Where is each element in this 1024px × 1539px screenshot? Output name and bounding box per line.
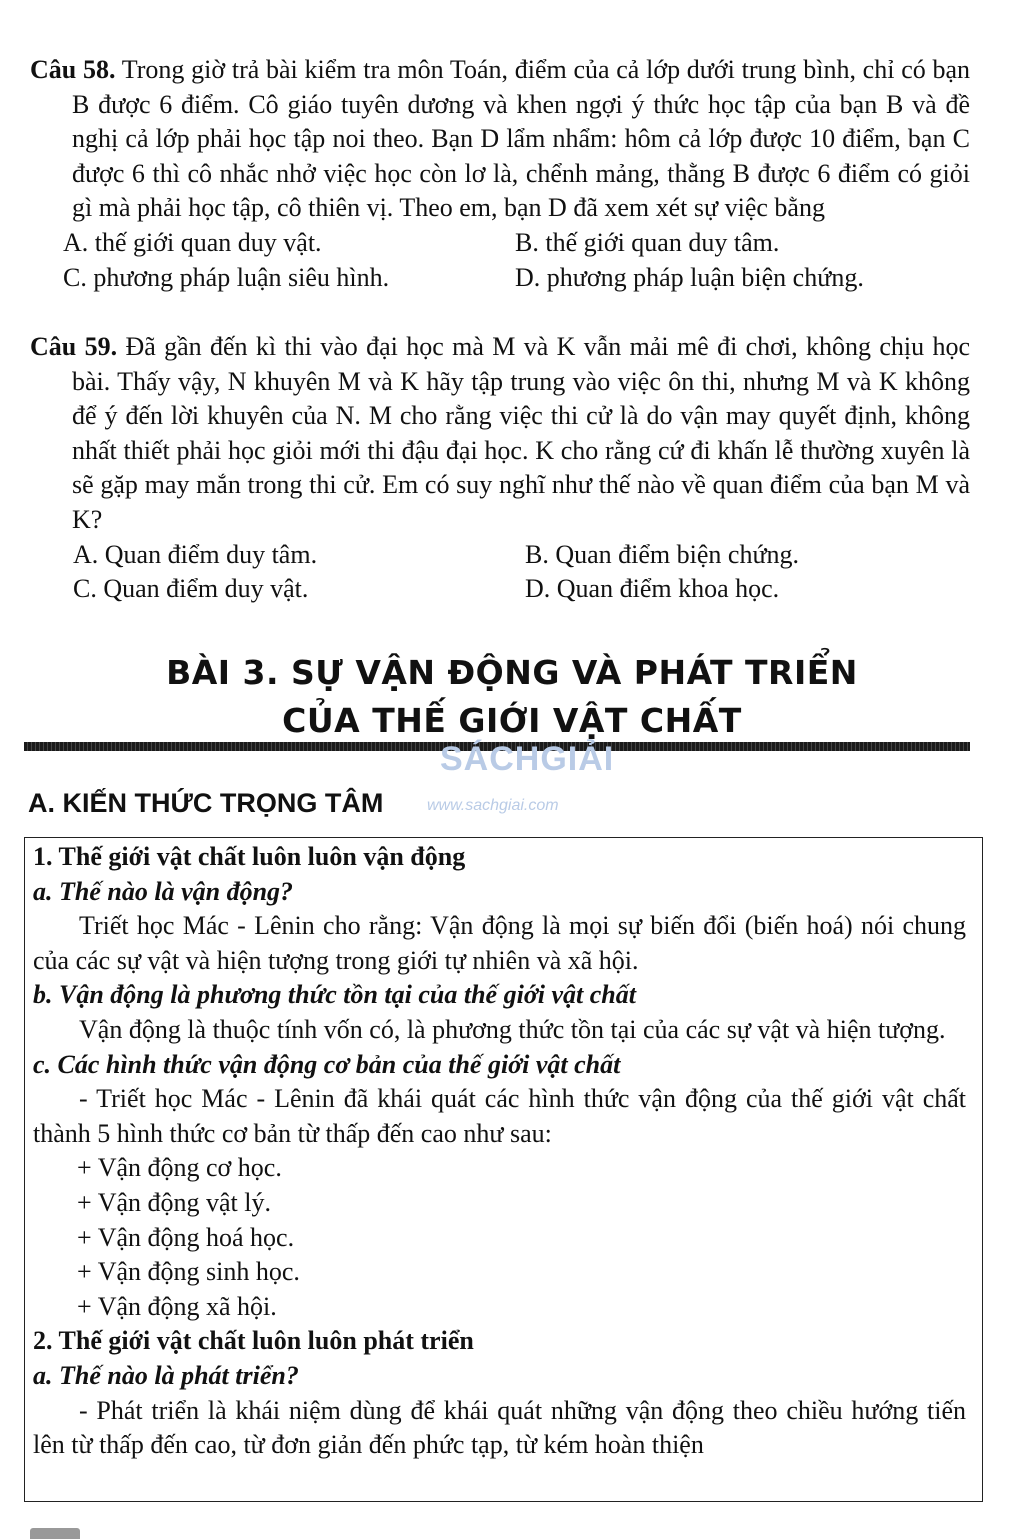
question-stem: Trong giờ trả bài kiểm tra môn Toán, điểm của cả lớp dưới trung bình, chỉ có bạn B được 6 điểm. Cô giáo tuyên dương và khen ngợi ý thức học tập của bạn B và đề nghị cả lớp phải học tập noi theo. Bạn D lẩm nhẩm: hôm cả lớp được 10 điểm, bạn C được 6 thì cô nhắc nhở việc học còn lơ là, chểnh mảng, thằng B được 6 điểm có giỏi gì mà phải học tập, cô thiên vị. Theo em, bạn D đã xem xét sự việc bằng	[72, 55, 971, 223]
list-item: + Vận động sinh học.	[77, 1257, 300, 1287]
heading-2: 2. Thế giới vật chất luôn luôn phát triển	[33, 1326, 474, 1356]
option-a: A. Quan điểm duy tâm.	[73, 539, 318, 569]
lesson-title-line-1: BÀI 3. SỰ VẬN ĐỘNG VÀ PHÁT TRIỂN	[166, 653, 858, 692]
question-58	[30, 53, 970, 295]
paragraph: Triết học Mác - Lênin cho rằng: Vận động là mọi sự biến đổi (biến hoá) nói chung của các sự vật và hiện tượng trong giới tự nhiên và xã hội.	[33, 911, 966, 975]
list-item: + Vận động cơ học.	[77, 1153, 282, 1183]
knowledge-box	[24, 837, 983, 1502]
option-c: C. phương pháp luận siêu hình.	[63, 262, 390, 292]
subheading-1a: a. Thế nào là vận động?	[33, 876, 294, 906]
subheading-1c: c. Các hình thức vận động cơ bản của thế giới vật chất	[33, 1049, 621, 1079]
question-59	[30, 330, 970, 607]
watermark-logo: SÁCHGIẢI	[440, 740, 615, 778]
watermark-url: www.sachgiai.com	[427, 797, 559, 814]
question-stem: Đã gần đến kì thi vào đại học mà M và K vẫn mải mê đi chơi, không chịu học bài. Thấy vậy, N khuyên M và K hãy tập trung vào việc ôn thi, nhưng M và K không để ý đến lời khuyên của N. M cho rằng việc thi cử là do vận may quyết định, không nhất thiết phải học giỏi mới thi đậu đại học. K cho rằng cứ đi khấn lễ thường xuyên là sẽ gặp may mắn trong thi cử. Em có suy nghĩ như thế nào về quan điểm của bạn M và K?	[72, 332, 970, 534]
paragraph: - Triết học Mác - Lênin đã khái quát các hình thức vận động của thế giới vật chất thành 5 hình thức cơ bản từ thấp đến cao như sau:	[33, 1084, 966, 1148]
answer-options	[73, 538, 970, 607]
subheading-2a: a. Thế nào là phát triển?	[33, 1360, 299, 1390]
list-item: + Vận động xã hội.	[77, 1291, 277, 1321]
list-item: + Vận động vật lý.	[77, 1187, 271, 1217]
lesson-title-line-2: CỦA THẾ GIỚI VẬT CHẤT	[282, 701, 742, 740]
option-d: D. Quan điểm khoa học.	[525, 574, 780, 604]
paragraph: Vận động là thuộc tính vốn có, là phương thức tồn tại của các sự vật và hiện tượng.	[79, 1014, 946, 1044]
question-number: Câu 59.	[30, 332, 118, 361]
paragraph: - Phát triển là khái niệm dùng để khái quát những vận động theo chiều hướng tiến lên từ thấp đến cao, từ đơn giản đến phức tạp, từ kém hoàn thiện	[33, 1395, 966, 1460]
option-b: B. thế giới quan duy tâm.	[515, 227, 780, 257]
option-a: A. thế giới quan duy vật.	[63, 227, 322, 257]
section-heading: A. KIẾN THỨC TRỌNG TÂM	[28, 788, 384, 818]
answer-options	[63, 226, 970, 295]
heading-1: 1. Thế giới vật chất luôn luôn vận động	[33, 842, 466, 871]
option-d: D. phương pháp luận biện chứng.	[515, 262, 864, 292]
list-item: + Vận động hoá học.	[77, 1222, 295, 1252]
question-number: Câu 58.	[30, 55, 116, 84]
option-b: B. Quan điểm biện chứng.	[525, 539, 800, 569]
page-number-tab	[30, 1528, 80, 1539]
subheading-1b: b. Vận động là phương thức tồn tại của thế giới vật chất	[33, 980, 636, 1010]
option-c: C. Quan điểm duy vật.	[73, 574, 309, 604]
